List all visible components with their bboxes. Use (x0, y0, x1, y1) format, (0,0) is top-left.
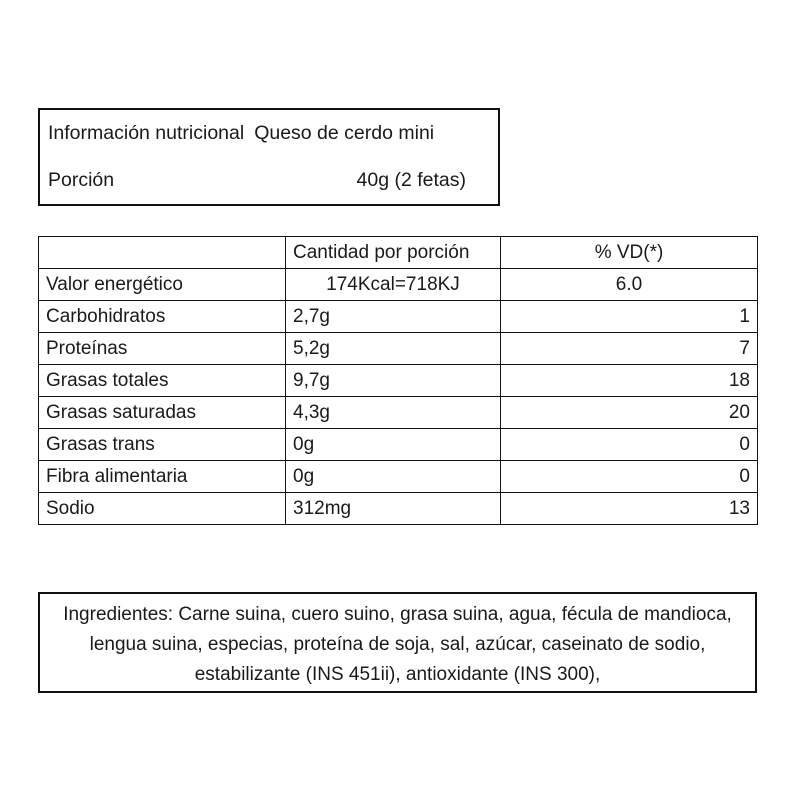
nutrient-vd: 0 (501, 461, 758, 493)
nutrient-amount: 2,7g (286, 301, 501, 333)
nutrient-amount: 312mg (286, 493, 501, 525)
nutrient-name: Grasas totales (39, 365, 286, 397)
column-header-nutrient (39, 237, 286, 269)
nutrient-amount: 9,7g (286, 365, 501, 397)
portion-label: Porción (48, 169, 115, 191)
nutrient-vd: 13 (501, 493, 758, 525)
nutrient-vd: 18 (501, 365, 758, 397)
column-header-daily-value: % VD(*) (501, 237, 758, 269)
product-title-row (40, 110, 498, 157)
nutrition-facts-table (38, 236, 758, 525)
nutrient-amount: 174Kcal=718KJ (286, 269, 501, 301)
table-row (39, 301, 758, 333)
nutrient-amount: 4,3g (286, 397, 501, 429)
ingredients-text: Ingredientes: Carne suina, cuero suino, grasa suina, agua, fécula de mandioca, lengua suina, especias, proteína de soja, sal, azúcar, caseinato de sodio, estabilizante (INS 451ii), antioxidante (INS 300), (63, 604, 732, 685)
nutrient-vd: 7 (501, 333, 758, 365)
table-row (39, 365, 758, 397)
ingredients-box (38, 592, 757, 693)
portion-row (40, 157, 498, 204)
portion-value: 40g (2 fetas) (356, 169, 466, 191)
nutrition-table-body (39, 269, 758, 525)
nutrient-name: Proteínas (39, 333, 286, 365)
nutrition-info-label: Información nutricional (48, 122, 245, 144)
nutrient-name: Grasas saturadas (39, 397, 286, 429)
table-row (39, 397, 758, 429)
nutrient-amount: 0g (286, 429, 501, 461)
table-header-row (39, 237, 758, 269)
nutrient-amount: 0g (286, 461, 501, 493)
nutrient-vd: 20 (501, 397, 758, 429)
table-row (39, 269, 758, 301)
nutrient-vd: 0 (501, 429, 758, 461)
table-row (39, 461, 758, 493)
table-row (39, 333, 758, 365)
nutrient-vd: 1 (501, 301, 758, 333)
product-name: Queso de cerdo mini (254, 122, 435, 144)
table-row (39, 429, 758, 461)
nutrient-amount: 5,2g (286, 333, 501, 365)
nutrient-name: Valor energético (39, 269, 286, 301)
nutrient-vd: 6.0 (501, 269, 758, 301)
nutrient-name: Fibra alimentaria (39, 461, 286, 493)
product-header-box (38, 108, 500, 206)
table-row (39, 493, 758, 525)
nutrient-name: Sodio (39, 493, 286, 525)
column-header-amount: Cantidad por porción (286, 237, 501, 269)
nutrient-name: Grasas trans (39, 429, 286, 461)
nutrient-name: Carbohidratos (39, 301, 286, 333)
